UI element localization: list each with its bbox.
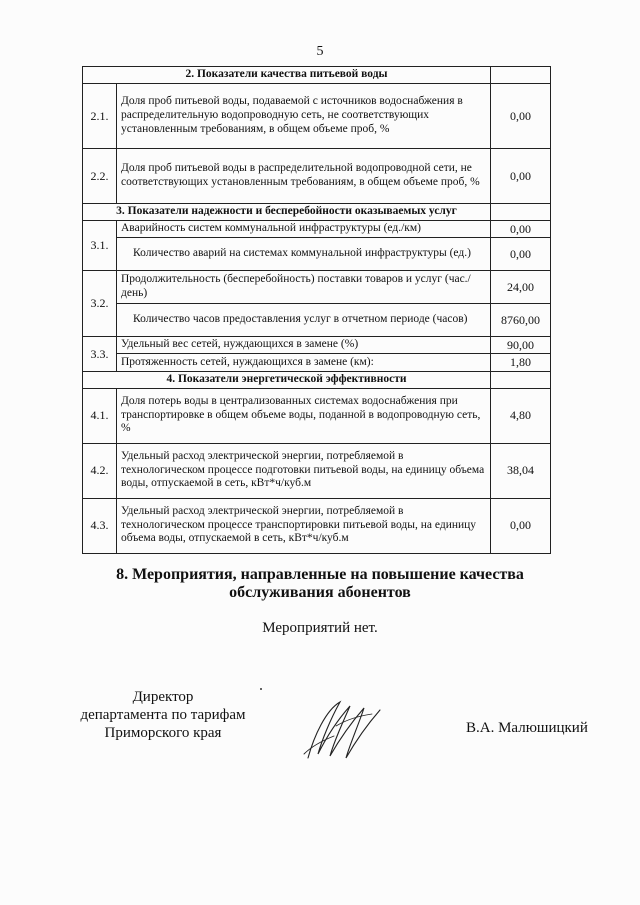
row-number: 4.1. xyxy=(83,388,117,443)
row-value: 0,00 xyxy=(491,220,551,237)
table-row xyxy=(83,498,551,553)
table-row xyxy=(83,148,551,203)
section-title: 4. Показатели энергетической эффективности xyxy=(83,371,491,388)
section-title: 3. Показатели надежности и бесперебойности оказываемых услуг xyxy=(83,203,491,220)
signatory-title-line3: Приморского края xyxy=(104,725,222,741)
indicators-table xyxy=(82,66,551,554)
row-description: Протяженность сетей, нуждающихся в замене (км): xyxy=(117,354,491,371)
row-value: 1,80 xyxy=(491,354,551,371)
row-value: 0,00 xyxy=(491,237,551,270)
row-description: Количество часов предоставления услуг в отчетном периоде (часов) xyxy=(117,303,491,336)
signatory-title xyxy=(68,688,258,742)
row-description: Доля проб питьевой воды в распределительной водопроводной сети, не соответствующих установленным требованиям, в общем объеме проб, % xyxy=(117,148,491,203)
row-description: Продолжительность (бесперебойность) поставки товаров и услуг (час./день) xyxy=(117,270,491,303)
row-number: 3.2. xyxy=(83,270,117,336)
row-description: Удельный вес сетей, нуждающихся в замене (%) xyxy=(117,336,491,353)
section-header-row xyxy=(83,67,551,84)
row-value: 24,00 xyxy=(491,270,551,303)
signatory-title-line1: Директор xyxy=(132,689,194,705)
row-value: 0,00 xyxy=(491,83,551,148)
row-number: 3.3. xyxy=(83,336,117,371)
ink-dot xyxy=(260,688,262,690)
row-value: 8760,00 xyxy=(491,303,551,336)
page-number: 5 xyxy=(316,44,324,59)
section8-heading-line2: обслуживания абонентов xyxy=(229,584,411,602)
handwritten-signature xyxy=(300,696,390,766)
row-value: 0,00 xyxy=(491,148,551,203)
section-header-row xyxy=(83,203,551,220)
row-description: Удельный расход электрической энергии, потребляемой в технологическом процессе транспортировки питьевой воды, на единицу объема воды, отпускаемой в сеть, кВт*ч/куб.м xyxy=(117,498,491,553)
table-row xyxy=(83,443,551,498)
row-value: 90,00 xyxy=(491,336,551,353)
signatory-title-line2: департамента по тарифам xyxy=(80,707,246,723)
table-row xyxy=(83,354,551,371)
section8-heading xyxy=(0,566,640,603)
section-title: 2. Показатели качества питьевой воды xyxy=(83,67,491,84)
row-description: Аварийность систем коммунальной инфраструктуры (ед./км) xyxy=(117,220,491,237)
row-number: 4.2. xyxy=(83,443,117,498)
section8-note: Мероприятий нет. xyxy=(262,620,378,636)
table-row xyxy=(83,336,551,353)
row-description: Количество аварий на системах коммунальной инфраструктуры (ед.) xyxy=(117,237,491,270)
row-value: 4,80 xyxy=(491,388,551,443)
row-number: 2.1. xyxy=(83,83,117,148)
table-row xyxy=(83,303,551,336)
table-row xyxy=(83,237,551,270)
table-row xyxy=(83,388,551,443)
row-value: 38,04 xyxy=(491,443,551,498)
table-row xyxy=(83,83,551,148)
row-number: 2.2. xyxy=(83,148,117,203)
row-value: 0,00 xyxy=(491,498,551,553)
table-row xyxy=(83,220,551,237)
table-row xyxy=(83,270,551,303)
row-number: 3.1. xyxy=(83,220,117,270)
section-header-row xyxy=(83,371,551,388)
row-description: Удельный расход электрической энергии, потребляемой в технологическом процессе подготовки питьевой воды, на единицу объема воды, отпускаемой в сеть, кВт*ч/куб.м xyxy=(117,443,491,498)
signatory-name: В.А. Малюшицкий xyxy=(466,720,588,736)
row-number: 4.3. xyxy=(83,498,117,553)
section8-heading-line1: 8. Мероприятия, направленные на повышение качества xyxy=(116,566,524,583)
row-description: Доля проб питьевой воды, подаваемой с источников водоснабжения в распределительную водопроводную сеть, не соответствующих установленным требованиям, в общем объеме проб, % xyxy=(117,83,491,148)
row-description: Доля потерь воды в централизованных системах водоснабжения при транспортировке в общем объеме воды, поданной в водопроводную сеть, % xyxy=(117,388,491,443)
